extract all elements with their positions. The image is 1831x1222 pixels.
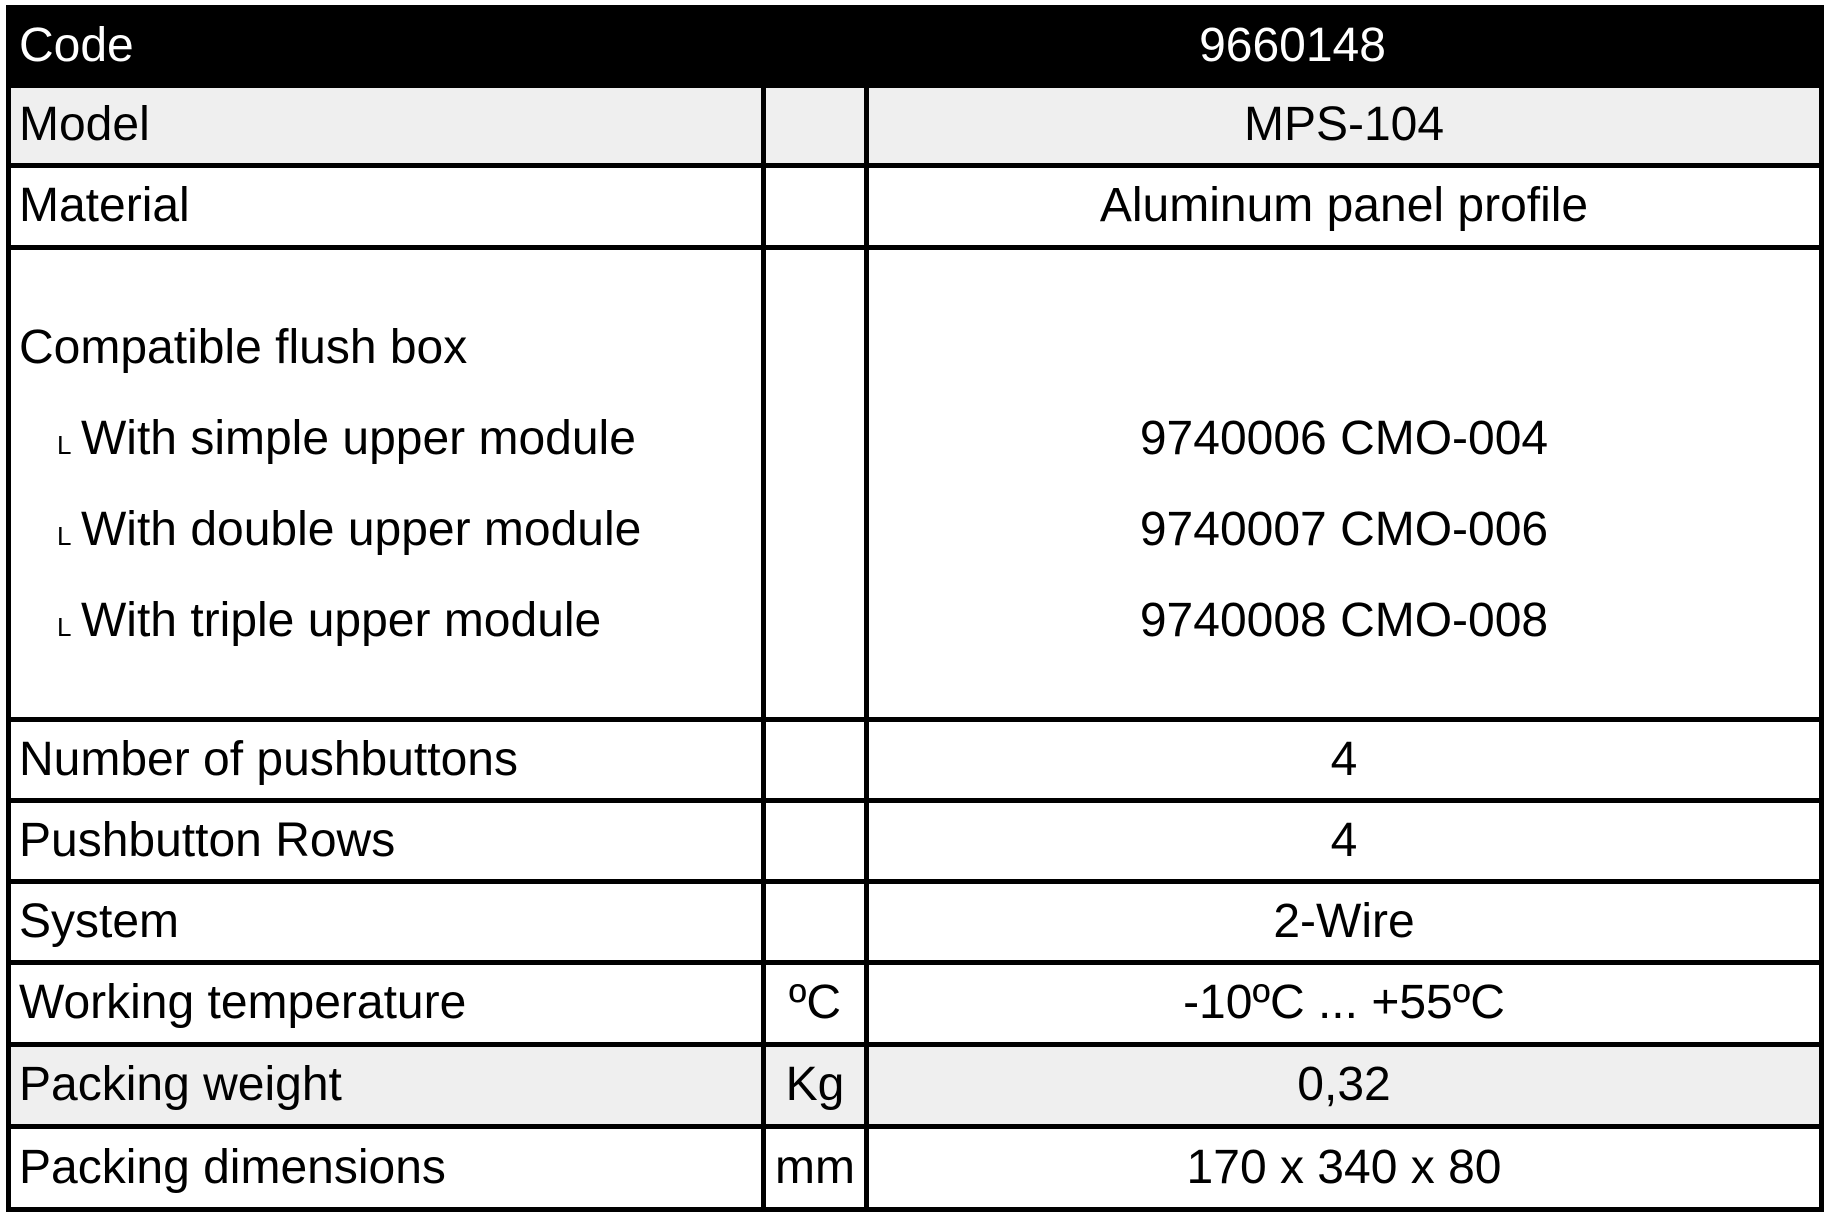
model-unit: [764, 86, 867, 166]
flush-box-item-value: 9740008 CMO-008: [1139, 593, 1549, 647]
header-row: [9, 8, 1822, 86]
sub-item-marker-icon: L: [57, 429, 72, 460]
packing-weight-label: Packing weight: [9, 1045, 764, 1127]
flush-box-item-label: With simple upper module: [81, 411, 636, 465]
flush-box-item-value: 9740007 CMO-006: [1139, 502, 1549, 556]
flush-box-item-label: With triple upper module: [81, 593, 602, 647]
code-value: 9660148: [764, 8, 1822, 86]
flush-box-item: [19, 575, 761, 666]
spec-table: [6, 5, 1824, 1212]
table-row: [9, 1127, 1822, 1210]
model-label: Model: [9, 86, 764, 166]
pushbuttons-unit: [764, 720, 867, 801]
flush-box-value-cell: [867, 248, 1822, 720]
packing-dimensions-label: Packing dimensions: [9, 1127, 764, 1210]
table-row: [9, 801, 1822, 882]
model-value: MPS-104: [867, 86, 1822, 166]
system-value: 2-Wire: [867, 882, 1822, 963]
flush-box-title: Compatible flush box: [19, 320, 468, 374]
flush-box-unit: [764, 248, 867, 720]
table-row: [9, 1045, 1822, 1127]
flush-box-item: [19, 393, 761, 484]
packing-weight-value: 0,32: [867, 1045, 1822, 1127]
temperature-value: -10ºC ... +55ºC: [867, 963, 1822, 1045]
code-label: Code: [9, 8, 764, 86]
sub-item-marker-icon: L: [57, 520, 72, 551]
flush-box-item-value: 9740006 CMO-004: [1139, 411, 1549, 465]
pushbutton-rows-value: 4: [867, 801, 1822, 882]
flush-box-row: [9, 248, 1822, 720]
system-label: System: [9, 882, 764, 963]
pushbuttons-value: 4: [867, 720, 1822, 801]
table-row: [9, 963, 1822, 1045]
temperature-label: Working temperature: [9, 963, 764, 1045]
material-label: Material: [9, 166, 764, 248]
pushbutton-rows-unit: [764, 801, 867, 882]
pushbutton-rows-label: Pushbutton Rows: [9, 801, 764, 882]
flush-box-item: [19, 484, 761, 575]
table-row: [9, 166, 1822, 248]
pushbuttons-label: Number of pushbuttons: [9, 720, 764, 801]
table-row: [9, 86, 1822, 166]
system-unit: [764, 882, 867, 963]
packing-dimensions-value: 170 x 340 x 80: [867, 1127, 1822, 1210]
table-row: [9, 882, 1822, 963]
flush-box-label-cell: [9, 248, 764, 720]
sub-item-marker-icon: L: [57, 611, 72, 642]
flush-box-item-label: With double upper module: [81, 502, 642, 556]
material-unit: [764, 166, 867, 248]
table-row: [9, 720, 1822, 801]
packing-dimensions-unit: mm: [764, 1127, 867, 1210]
temperature-unit: ºC: [764, 963, 867, 1045]
flush-box-spacer: [869, 302, 1819, 393]
material-value: Aluminum panel profile: [867, 166, 1822, 248]
packing-weight-unit: Kg: [764, 1045, 867, 1127]
